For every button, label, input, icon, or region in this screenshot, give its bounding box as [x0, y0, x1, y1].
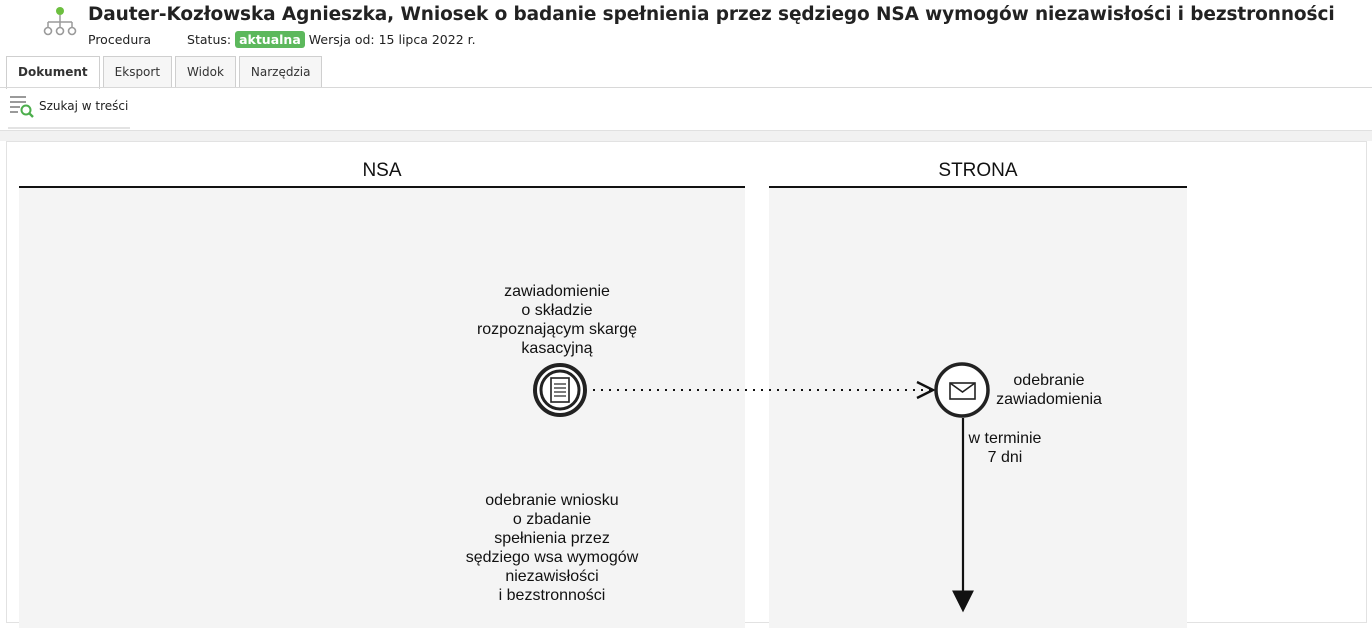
diagram-shapes — [7, 142, 1366, 622]
request-label-line: o zbadanie — [512, 511, 592, 528]
search-in-text-button[interactable] — [10, 93, 128, 119]
notify-label-line: zawiadomienie — [504, 283, 610, 300]
request-label-line: i bezstronności — [498, 587, 606, 604]
tab-dokument[interactable]: Dokument — [6, 56, 100, 89]
document-event-icon[interactable] — [535, 365, 585, 415]
request-label-line: spełnienia przez — [494, 530, 610, 547]
deadline-label-line: w terminie — [968, 430, 1042, 447]
receive-request-label — [437, 491, 667, 605]
toolbar-underline — [8, 127, 130, 129]
request-label-line: niezawisłości — [505, 568, 599, 585]
notify-label-line: kasacyjną — [521, 340, 593, 357]
document-type: Procedura — [88, 32, 152, 47]
receive-label-line: zawiadomienia — [996, 391, 1102, 408]
deadline-label-line: 7 dni — [987, 449, 1023, 466]
tab-narzedzia[interactable]: Narzędzia — [239, 56, 323, 88]
status-badge: aktualna — [235, 31, 305, 48]
document-meta — [88, 31, 476, 48]
request-label-line: odebranie wniosku — [485, 492, 619, 509]
tab-divider — [0, 87, 1372, 88]
notify-label-line: o składzie — [521, 302, 593, 319]
lane-title-strona: STRONA — [938, 160, 1018, 181]
deadline-label — [945, 429, 1065, 467]
content-separator — [0, 130, 1372, 141]
notify-label-line: rozpoznającym skargę — [476, 321, 638, 338]
receive-event-label — [969, 371, 1129, 409]
notify-event-label — [447, 282, 667, 358]
status-label: Status: — [187, 32, 232, 47]
tab-widok[interactable]: Widok — [175, 56, 236, 88]
lane-title-nsa: NSA — [362, 160, 402, 181]
tab-eksport[interactable]: Eksport — [103, 56, 172, 88]
search-in-text-label: Szukaj w treści — [39, 99, 129, 113]
version-label: Wersja od: 15 lipca 2022 r. — [308, 32, 476, 47]
request-label-line: sędziego wsa wymogów — [465, 549, 639, 566]
tab-bar — [6, 56, 322, 88]
process-tree-icon — [42, 6, 78, 40]
receive-label-line: odebranie — [1013, 372, 1085, 389]
search-in-text-icon — [10, 93, 36, 119]
page-title: Dauter-Kozłowska Agnieszka, Wniosek o badanie spełnienia przez sędziego NSA wymogów niezawisłości i bezstronności — [88, 4, 1335, 25]
process-diagram — [6, 141, 1367, 623]
